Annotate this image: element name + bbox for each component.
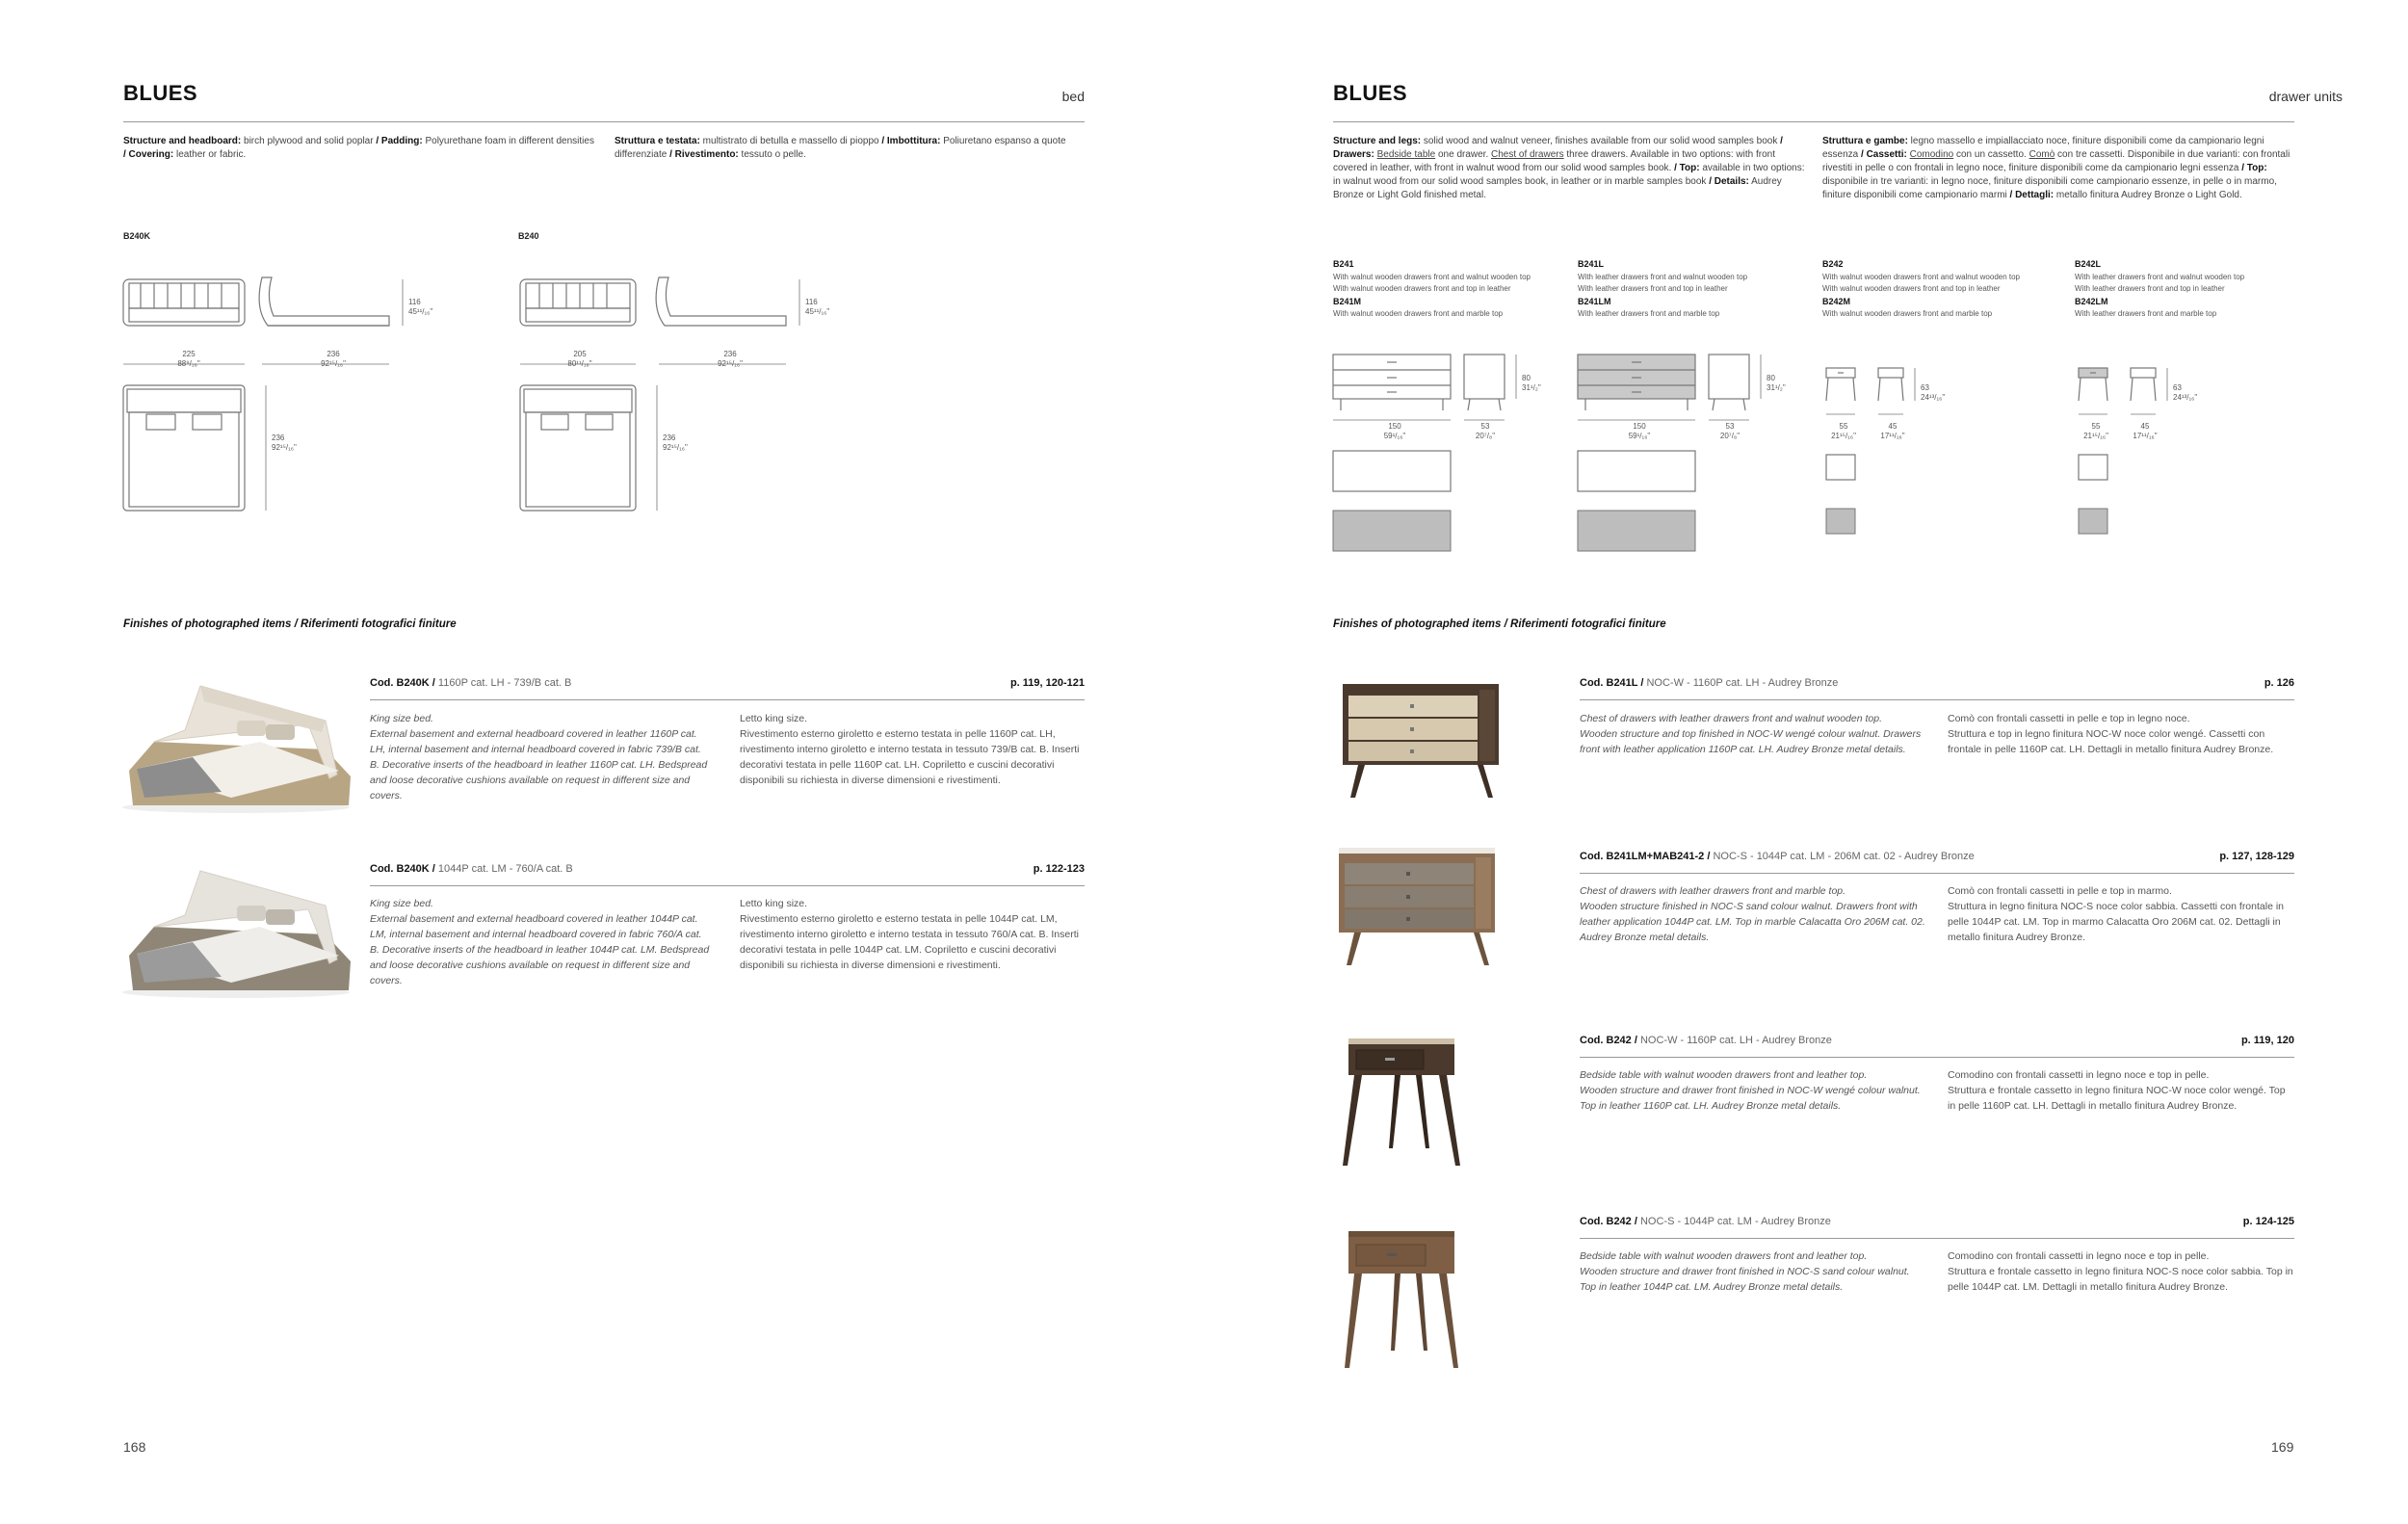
desc-en: King size bed. External basement and external headboard covered in leather 1044P cat. LM, internal basement and internal headboard covered in fabric 760/A cat. B. Decorative inserts of the headboard in leather 1044P cat. LM. Bedspread and loose decorative cushions available on request in different size and covers. (370, 898, 710, 986)
item-code: Cod. B241L / NOC-W - 1160P cat. LH - Audrey Bronze (1580, 677, 1839, 689)
page-title: BLUES (1333, 81, 1408, 105)
dim-depth: 236 92¹⁵/₁₆" (718, 350, 743, 368)
category-label: bed (1061, 89, 1085, 104)
finishes-heading: Finishes of photographed items / Riferimenti fotografici finiture (123, 618, 457, 630)
category-label: drawer units (2268, 89, 2343, 104)
desc-en: Chest of drawers with leather drawers front and walnut wooden top. Wooden structure and top finished in NOC-W wengé colour walnut. Drawers front with leather application 1160P cat. LH. Audrey Bronze metal details. (1580, 713, 1922, 755)
desc-it: Letto king size. Rivestimento esterno giroletto e esterno testata in pelle 1160P cat. LH, rivestimento interno giroletto e interno testata in tessuto 739/B cat. B. Inserti decorativi testata in pelle 1160P cat. LH. Copriletto e cuscini decorativi disponibili su richiesta in diverse dimensioni e rivestimenti. (740, 713, 1080, 786)
bed-technical-drawing (518, 270, 836, 520)
dim-depth: 236 92¹⁵/₁₆" (321, 350, 346, 368)
item-code: Cod. B242 / NOC-S - 1044P cat. LM - Audrey Bronze (1580, 1216, 1831, 1227)
item-rule (1580, 1238, 2294, 1239)
item-rule (1580, 1057, 2294, 1058)
model-b242-info: B242 With walnut wooden drawers front and walnut wooden top With walnut wooden drawers front and top in leather B242M With walnut wooden drawers front and marble top (1822, 259, 2021, 318)
dim-plan-depth: 236 92¹⁵/₁₆" (272, 434, 297, 452)
item-code: Cod. B242 / NOC-W - 1160P cat. LH - Audrey Bronze (1580, 1035, 1832, 1046)
item-rule (1580, 873, 2294, 874)
dim-height: 80 31¹/₂" (1522, 374, 1541, 392)
chest-photo (1325, 838, 1508, 973)
dim-depth: 45 17¹¹/₁₆" (2133, 422, 2158, 440)
bed-photo (116, 663, 356, 817)
dim-width: 150 59¹/₁₆" (1628, 422, 1651, 440)
chest-photo (1329, 670, 1512, 805)
page-reference: p. 119, 120-121 (1009, 677, 1085, 689)
title-rule (123, 121, 1085, 122)
page-reference: p. 124-125 (2242, 1216, 2294, 1227)
desc-en: Bedside table with walnut wooden drawers front and leather top. Wooden structure and drawer front finished in NOC-W wengé colour walnut. Top in leather 1160P cat. LH. Audrey Bronze metal details. (1580, 1069, 1921, 1112)
dim-width: 225 88⁹/₁₆" (177, 350, 200, 368)
page-reference: p. 126 (2264, 677, 2294, 689)
dim-depth: 53 20⁷/₈" (1719, 422, 1741, 440)
item-rule (370, 885, 1085, 886)
intro-en: Structure and legs: solid wood and walnut veneer, finishes available from our solid wood samples book / Drawers: Bedside table one drawer. Chest of drawers three drawers. Available in two options: with front covered in leather, with front in walnut wood from our solid wood samples book. / Top: available in two options: in walnut wood from our solid wood samples book, in leather or in marble samples book / Details: Audrey Bronze or Light Gold finished metal. (1333, 136, 1805, 200)
bedside-photo (1339, 1223, 1474, 1378)
desc-en: Bedside table with walnut wooden drawers front and leather top. Wooden structure and drawer front finished in NOC-S sand colour walnut. Top in leather 1044P cat. LM. Audrey Bronze metal details. (1580, 1250, 1910, 1293)
page-reference: p. 127, 128-129 (2219, 851, 2294, 862)
right-page (1204, 0, 2408, 1524)
dim-height: 63 24¹³/₁₆" (1921, 383, 1946, 402)
page-number: 168 (123, 1439, 146, 1455)
page-title: BLUES (123, 81, 198, 105)
dim-plan-depth: 236 92¹⁵/₁₆" (663, 434, 688, 452)
title-rule (1333, 121, 2294, 122)
finishes-heading: Finishes of photographed items / Riferimenti fotografici finiture (1333, 618, 1666, 630)
dim-depth: 53 20⁷/₈" (1475, 422, 1496, 440)
dim-width: 55 21¹⁵/₁₆" (2083, 422, 2108, 440)
item-code: Cod. B240K / 1160P cat. LH - 739/B cat. B (370, 677, 572, 689)
item-rule (370, 699, 1085, 700)
dim-depth: 45 17¹¹/₁₆" (1880, 422, 1905, 440)
bedside-photo (1339, 1031, 1474, 1175)
bed-technical-drawing (121, 270, 439, 520)
intro-it: Struttura e testata: multistrato di betulla e massello di pioppo / Imbottitura: Poliuretano espanso a quote differenziate / Rivestimento: tessuto o pelle. (615, 136, 1066, 160)
item-code: Cod. B240K / 1044P cat. LM - 760/A cat. B (370, 863, 573, 875)
desc-it: Comodino con frontali cassetti in legno noce e top in pelle. Struttura e frontale cassetto in legno finitura NOC-S noce color sabbia. Top in pelle 1044P cat. LM. Dettagli in metallo finitura Audrey Bronze. (1948, 1250, 2293, 1293)
desc-it: Comò con frontali cassetti in pelle e top in marmo. Struttura in legno finitura NOC-S noce color sabbia. Cassetti con frontale in pelle 1044P cat. LM. Top in marmo Calacatta Oro 206M cat. 02. Dettagli in metallo finitura Audrey Bronze. (1948, 885, 2285, 943)
dim-height: 116 45¹¹/₁₆" (805, 298, 830, 316)
desc-it: Letto king size. Rivestimento esterno giroletto e esterno testata in pelle 1044P cat. LM, rivestimento interno giroletto e interno testata in tessuto 760/A cat. B. Inserti decorativi testata in pelle 1044P cat. LM. Copriletto e cuscini decorativi disponibili su richiesta in diverse dimensioni e rivestimenti. (740, 898, 1079, 971)
dim-height: 116 45¹¹/₁₆" (408, 298, 433, 316)
dim-height: 63 24¹³/₁₆" (2173, 383, 2198, 402)
dim-width: 55 21¹⁵/₁₆" (1831, 422, 1856, 440)
model-b241-info: B241 With walnut wooden drawers front and walnut wooden top With walnut wooden drawers front and top in leather B241M With walnut wooden drawers front and marble top (1333, 259, 1531, 318)
intro-it: Struttura e gambe: legno massello e impiallacciato noce, finiture disponibili come da campionario legni essenza / Cassetti: Comodino con un cassetto. Comò con tre cassetti. Disponibile in due varianti: con frontali rivestiti in pelle o con frontali in legno noce, finiture disponibili come da campionario legni essenza / Top: disponibile in tre varianti: in legno noce, finiture disponibili come campionario essenze, in pelle o in marmo, finiture disponibili come campionario marmi / Dettagli: metallo finitura Audrey Bronze o Light Gold. (1822, 136, 2290, 200)
model-label: B240K (123, 231, 151, 241)
page-number: 169 (2271, 1439, 2294, 1455)
desc-en: King size bed. External basement and external headboard covered in leather 1160P cat. LH, internal basement and internal headboard covered in fabric 739/B cat. B. Decorative inserts of the headboard in leather 1160P cat. LH. Bedspread and loose decorative cushions available on request in different size and covers. (370, 713, 708, 801)
desc-en: Chest of drawers with leather drawers front and marble top. Wooden structure finished in NOC-S sand colour walnut. Drawers front with leather application 1044P cat. LM. Top in marble Calacatta Oro 206M cat. 02. Audrey Bronze metal details. (1580, 885, 1925, 943)
dim-width: 150 59¹/₁₆" (1383, 422, 1406, 440)
dim-width: 205 80¹¹/₁₆" (567, 350, 592, 368)
desc-it: Comodino con frontali cassetti in legno noce e top in pelle. Struttura e frontale cassetto in legno finitura NOC-W noce color wengé. Top in pelle 1160P cat. LH. Dettagli in metallo finitura Audrey Bronze. (1948, 1069, 2286, 1112)
model-b242l-info: B242L With leather drawers front and walnut wooden top With leather drawers front and top in leather B242LM With leather drawers front and marble top (2075, 259, 2245, 318)
model-b241l-info: B241L With leather drawers front and walnut wooden top With leather drawers front and top in leather B241LM With leather drawers front and marble top (1578, 259, 1748, 318)
item-rule (1580, 699, 2294, 700)
page-reference: p. 122-123 (1033, 863, 1085, 875)
intro-en: Structure and headboard: birch plywood and solid poplar / Padding: Polyurethane foam in different densities / Covering: leather or fabric. (123, 136, 594, 160)
page-reference: p. 119, 120 (2240, 1035, 2294, 1046)
desc-it: Comò con frontali cassetti in pelle e top in legno noce. Struttura e top in legno finitura NOC-W noce color wengé. Cassetti con frontale in pelle 1160P cat. LH. Dettagli in metallo finitura Audrey Bronze. (1948, 713, 2274, 755)
model-label: B240 (518, 231, 539, 241)
dim-height: 80 31¹/₂" (1767, 374, 1786, 392)
item-code: Cod. B241LM+MAB241-2 / NOC-S - 1044P cat. LM - 206M cat. 02 - Audrey Bronze (1580, 851, 1975, 862)
bed-photo (116, 848, 356, 1002)
